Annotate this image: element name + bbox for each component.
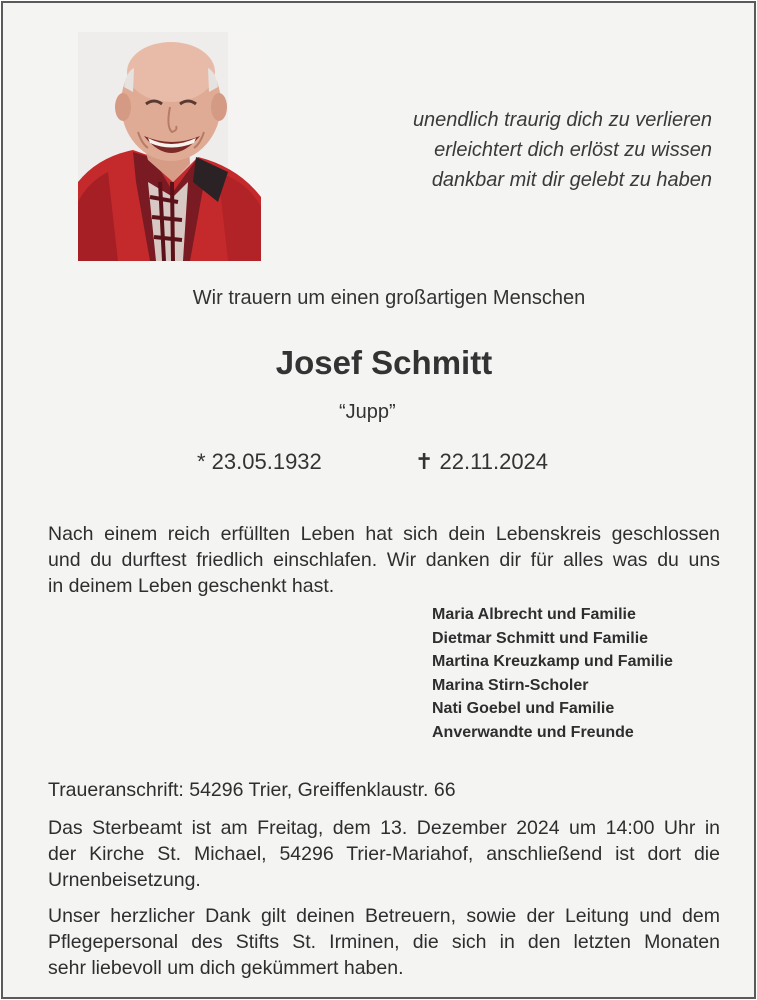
- text-line: der Kirche St. Michael, 54296 Trier-Mariahof, anschließend ist dort die: [48, 843, 720, 865]
- family-entry: Nati Goebel und Familie: [432, 700, 615, 717]
- poem-line: dankbar mit dir gelebt zu haben: [431, 169, 712, 191]
- funeral-mass-paragraph: [48, 815, 720, 893]
- birth-date: * 23.05.1932: [197, 449, 322, 474]
- family-entry: Martina Kreuzkamp und Familie: [432, 653, 673, 670]
- obituary-notice: [1, 1, 756, 999]
- thanks-paragraph: [48, 903, 720, 981]
- family-entry: Marina Stirn-Scholer: [432, 676, 589, 694]
- text-line: sehr liebevoll um dich gekümmert haben.: [48, 957, 404, 979]
- nickname: “Jupp”: [339, 401, 396, 423]
- text-line: Das Sterbeamt ist am Freitag, dem 13. Dezember 2024 um 14:00 Uhr in: [48, 817, 720, 839]
- poem-line: erleichtert dich erlöst zu wissen: [434, 139, 712, 161]
- text-line: Nach einem reich erfüllten Leben hat sich dein Lebenskreis geschlossen: [48, 523, 720, 545]
- mourning-intro: Wir trauern um einen großartigen Menschen: [192, 287, 586, 309]
- death-date: ✝ 22.11.2024: [415, 449, 549, 474]
- family-signatures: [432, 603, 673, 744]
- text-line: Urnenbeisetzung.: [48, 869, 201, 891]
- portrait-photo: [78, 32, 261, 261]
- family-entry: Anverwandte und Freunde: [432, 723, 634, 741]
- poem-line: unendlich traurig dich zu verlieren: [412, 109, 712, 131]
- text-line: und du durftest friedlich einschlafen. Wir danken dir für alles was du uns: [48, 549, 720, 571]
- farewell-paragraph: [48, 521, 720, 599]
- family-entry: Dietmar Schmitt und Familie: [432, 629, 649, 647]
- poem-verse: [312, 105, 712, 195]
- mourning-address: Traueranschrift: 54296 Trier, Greiffenklaustr. 66: [48, 779, 456, 801]
- family-entry: Maria Albrecht und Familie: [432, 606, 636, 623]
- text-line: Unser herzlicher Dank gilt deinen Betreuern, sowie der Leitung und dem: [48, 905, 720, 927]
- deceased-name: Josef Schmitt: [275, 344, 493, 381]
- text-line: Pflegepersonal des Stifts St. Irminen, die sich in den letzten Monaten: [48, 931, 720, 953]
- text-line: in deinem Leben geschenkt hast.: [48, 575, 335, 597]
